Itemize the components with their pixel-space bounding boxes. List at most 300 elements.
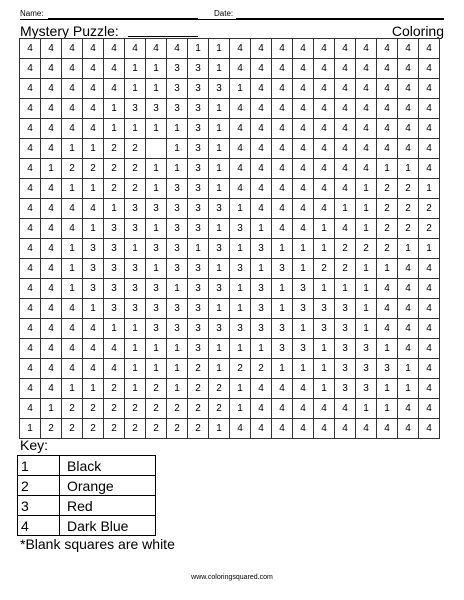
grid-cell: 4	[20, 319, 41, 339]
grid-cell: 4	[62, 299, 83, 319]
grid-cell: 4	[62, 359, 83, 379]
grid-cell: 1	[125, 359, 146, 379]
grid-cell: 4	[398, 399, 419, 419]
grid-cell: 2	[188, 419, 209, 439]
grid-cell: 4	[104, 359, 125, 379]
grid-cell: 1	[314, 239, 335, 259]
grid-cell: 4	[272, 219, 293, 239]
grid-row	[20, 159, 440, 179]
grid-cell: 1	[356, 399, 377, 419]
grid-row	[20, 319, 440, 339]
grid-cell: 4	[230, 419, 251, 439]
grid-cell: 4	[20, 359, 41, 379]
grid-cell: 4	[41, 299, 62, 319]
grid-cell: 1	[419, 179, 440, 199]
grid-cell: 4	[293, 379, 314, 399]
grid-cell: 4	[272, 39, 293, 59]
grid-cell: 4	[104, 59, 125, 79]
grid-cell: 3	[293, 299, 314, 319]
grid-cell: 3	[146, 319, 167, 339]
grid-cell: 2	[83, 399, 104, 419]
grid-cell: 2	[125, 419, 146, 439]
grid-cell: 1	[125, 319, 146, 339]
blank-note: *Blank squares are white	[20, 536, 175, 552]
grid-cell: 4	[356, 99, 377, 119]
key-row	[18, 496, 156, 516]
grid-cell: 1	[83, 219, 104, 239]
grid-cell: 4	[419, 59, 440, 79]
grid-cell: 3	[335, 319, 356, 339]
puzzle-grid	[19, 38, 440, 439]
grid-cell: 4	[20, 39, 41, 59]
grid-cell: 1	[209, 59, 230, 79]
grid-row	[20, 339, 440, 359]
grid-cell: 1	[293, 319, 314, 339]
grid-cell: 1	[62, 139, 83, 159]
grid-cell: 4	[335, 399, 356, 419]
grid-cell: 2	[62, 159, 83, 179]
grid-cell: 1	[230, 339, 251, 359]
grid-cell: 4	[251, 39, 272, 59]
grid-cell: 4	[62, 219, 83, 239]
grid-cell: 4	[41, 119, 62, 139]
header-rule	[20, 19, 444, 20]
grid-cell: 3	[272, 339, 293, 359]
grid-cell: 4	[41, 39, 62, 59]
grid-cell: 1	[146, 119, 167, 139]
grid-cell: 4	[20, 99, 41, 119]
grid-cell: 4	[356, 419, 377, 439]
grid-cell: 4	[41, 239, 62, 259]
grid-cell: 1	[314, 339, 335, 359]
grid-cell: 4	[20, 179, 41, 199]
grid-cell: 4	[398, 79, 419, 99]
grid-cell: 3	[167, 179, 188, 199]
grid-cell: 4	[62, 319, 83, 339]
grid-cell: 3	[146, 239, 167, 259]
grid-cell: 1	[62, 239, 83, 259]
grid-cell: 1	[419, 239, 440, 259]
grid-cell: 1	[146, 159, 167, 179]
grid-cell: 1	[167, 339, 188, 359]
grid-cell: 3	[293, 339, 314, 359]
grid-cell: 3	[188, 99, 209, 119]
grid-cell: 3	[83, 259, 104, 279]
grid-cell: 1	[209, 259, 230, 279]
grid-cell: 3	[167, 239, 188, 259]
grid-cell: 4	[272, 199, 293, 219]
grid-cell: 1	[251, 219, 272, 239]
grid-cell: 4	[146, 39, 167, 59]
grid-row	[20, 299, 440, 319]
grid-cell: 3	[167, 219, 188, 239]
grid-cell: 4	[251, 399, 272, 419]
grid-cell: 2	[104, 139, 125, 159]
grid-cell: 3	[167, 199, 188, 219]
grid-cell: 4	[377, 419, 398, 439]
grid-cell: 3	[335, 299, 356, 319]
grid-cell: 1	[125, 59, 146, 79]
grid-cell: 3	[230, 259, 251, 279]
grid-cell: 4	[41, 279, 62, 299]
grid-cell: 3	[209, 239, 230, 259]
grid-cell: 2	[209, 379, 230, 399]
grid-cell: 1	[209, 99, 230, 119]
grid-cell: 1	[377, 379, 398, 399]
grid-cell: 3	[356, 359, 377, 379]
puzzle-title: Mystery Puzzle:	[20, 23, 119, 39]
grid-cell: 2	[251, 359, 272, 379]
grid-cell: 4	[20, 159, 41, 179]
grid-cell: 3	[188, 299, 209, 319]
grid-cell: 3	[188, 79, 209, 99]
grid-cell: 4	[335, 159, 356, 179]
grid-cell: 4	[62, 339, 83, 359]
grid-cell: 1	[209, 299, 230, 319]
grid-cell: 1	[356, 199, 377, 219]
grid-cell: 4	[335, 139, 356, 159]
grid-cell: 4	[293, 179, 314, 199]
grid-cell: 4	[398, 419, 419, 439]
grid-cell: 4	[377, 59, 398, 79]
grid-cell: 2	[167, 419, 188, 439]
grid-cell: 1	[398, 359, 419, 379]
grid-cell: 4	[377, 79, 398, 99]
grid-cell: 1	[230, 299, 251, 319]
grid-row	[20, 79, 440, 99]
grid-cell: 3	[209, 319, 230, 339]
grid-cell: 1	[230, 399, 251, 419]
grid-cell: 4	[251, 59, 272, 79]
grid-cell: 4	[272, 139, 293, 159]
grid-cell: 2	[104, 419, 125, 439]
grid-cell: 4	[419, 379, 440, 399]
grid-cell: 2	[356, 239, 377, 259]
grid-cell: 3	[125, 199, 146, 219]
key-color: Red	[60, 496, 156, 516]
grid-cell: 1	[209, 159, 230, 179]
key-number: 2	[18, 476, 60, 496]
grid-cell: 4	[62, 79, 83, 99]
grid-cell: 4	[41, 359, 62, 379]
grid-cell: 4	[419, 399, 440, 419]
grid-cell: 4	[272, 79, 293, 99]
grid-cell: 4	[293, 139, 314, 159]
grid-cell: 2	[398, 179, 419, 199]
grid-cell: 4	[20, 299, 41, 319]
grid-cell: 1	[83, 299, 104, 319]
grid-cell: 4	[335, 119, 356, 139]
grid-cell: 3	[125, 299, 146, 319]
grid-row	[20, 139, 440, 159]
grid-cell: 4	[398, 119, 419, 139]
grid-cell: 4	[419, 79, 440, 99]
grid-cell: 4	[62, 99, 83, 119]
grid-cell: 4	[251, 199, 272, 219]
grid-cell: 4	[167, 39, 188, 59]
grid-cell: 4	[104, 39, 125, 59]
grid-cell: 4	[20, 259, 41, 279]
grid-cell: 1	[41, 159, 62, 179]
grid-cell: 4	[398, 279, 419, 299]
grid-cell: 4	[293, 119, 314, 139]
grid-cell: 4	[293, 399, 314, 419]
grid-cell: 4	[230, 139, 251, 159]
grid-cell: 4	[377, 99, 398, 119]
key-number: 1	[18, 456, 60, 476]
grid-cell: 1	[356, 179, 377, 199]
grid-row	[20, 279, 440, 299]
key-number: 3	[18, 496, 60, 516]
grid-cell: 2	[230, 359, 251, 379]
grid-cell: 4	[314, 179, 335, 199]
grid-cell: 1	[167, 159, 188, 179]
grid-cell: 4	[293, 219, 314, 239]
grid-cell: 2	[125, 179, 146, 199]
grid-cell: 4	[398, 259, 419, 279]
grid-cell: 4	[335, 59, 356, 79]
grid-cell: 3	[188, 159, 209, 179]
grid-cell: 4	[293, 159, 314, 179]
grid-cell: 4	[314, 79, 335, 99]
grid-cell: 1	[209, 219, 230, 239]
grid-cell: 1	[293, 259, 314, 279]
grid-cell: 1	[146, 339, 167, 359]
grid-cell: 4	[398, 319, 419, 339]
grid-cell: 4	[230, 59, 251, 79]
grid-cell: 4	[41, 339, 62, 359]
grid-cell: 2	[83, 419, 104, 439]
grid-cell: 4	[41, 99, 62, 119]
grid-cell: 4	[314, 199, 335, 219]
grid-cell: 4	[272, 399, 293, 419]
grid-cell: 4	[62, 119, 83, 139]
grid-cell: 4	[356, 139, 377, 159]
grid-cell: 4	[230, 39, 251, 59]
grid-cell: 4	[83, 99, 104, 119]
grid-cell: 1	[398, 239, 419, 259]
grid-cell: 1	[167, 139, 188, 159]
grid-cell: 1	[272, 299, 293, 319]
grid-cell: 4	[356, 59, 377, 79]
grid-cell: 4	[41, 379, 62, 399]
grid-cell: 4	[41, 179, 62, 199]
grid-cell: 1	[20, 419, 41, 439]
grid-cell: 1	[230, 199, 251, 219]
grid-cell: 4	[314, 119, 335, 139]
grid-cell: 1	[167, 279, 188, 299]
grid-cell: 4	[419, 299, 440, 319]
grid-cell: 4	[251, 379, 272, 399]
grid-cell: 3	[230, 219, 251, 239]
grid-row	[20, 399, 440, 419]
grid-cell: 1	[209, 419, 230, 439]
grid-cell: 4	[335, 79, 356, 99]
grid-cell: 2	[335, 239, 356, 259]
grid-cell: 4	[83, 199, 104, 219]
grid-cell: 4	[419, 359, 440, 379]
key-row	[18, 476, 156, 496]
grid-cell: 3	[146, 279, 167, 299]
grid-cell: 4	[356, 79, 377, 99]
grid-cell: 1	[125, 239, 146, 259]
grid-cell: 2	[125, 399, 146, 419]
grid-cell: 4	[62, 59, 83, 79]
grid-cell: 4	[251, 99, 272, 119]
grid-cell: 4	[20, 379, 41, 399]
grid-cell: 4	[356, 159, 377, 179]
grid-cell: 2	[104, 399, 125, 419]
grid-cell: 2	[398, 199, 419, 219]
grid-cell: 4	[83, 339, 104, 359]
grid-cell: 4	[293, 59, 314, 79]
grid-cell: 1	[230, 279, 251, 299]
grid-cell: 2	[83, 159, 104, 179]
grid-cell: 4	[314, 59, 335, 79]
grid-cell: 4	[377, 299, 398, 319]
grid-cell: 3	[251, 299, 272, 319]
grid-cell: 4	[398, 299, 419, 319]
grid-cell: 3	[125, 219, 146, 239]
grid-cell: 3	[146, 99, 167, 119]
key-number: 4	[18, 516, 60, 536]
grid-cell: 4	[293, 39, 314, 59]
grid-cell: 3	[251, 239, 272, 259]
grid-cell: 1	[62, 259, 83, 279]
grid-cell: 1	[83, 139, 104, 159]
color-key	[17, 455, 156, 536]
grid-cell: 2	[398, 219, 419, 239]
grid-cell: 4	[230, 119, 251, 139]
grid-cell: 4	[293, 419, 314, 439]
grid-cell: 2	[167, 399, 188, 419]
grid-cell: 4	[251, 159, 272, 179]
grid-cell: 4	[335, 39, 356, 59]
grid-cell: 1	[209, 339, 230, 359]
grid-cell: 1	[125, 379, 146, 399]
grid-cell: 1	[272, 359, 293, 379]
grid-cell: 1	[251, 259, 272, 279]
grid-cell: 3	[188, 139, 209, 159]
key-color: Black	[60, 456, 156, 476]
grid-row	[20, 239, 440, 259]
grid-cell: 4	[398, 99, 419, 119]
grid-cell	[146, 139, 167, 159]
grid-cell: 4	[314, 139, 335, 159]
grid-cell: 1	[125, 79, 146, 99]
grid-cell: 1	[377, 259, 398, 279]
grid-cell: 1	[209, 39, 230, 59]
grid-cell: 2	[146, 379, 167, 399]
grid-cell: 3	[104, 259, 125, 279]
grid-cell: 1	[83, 379, 104, 399]
grid-cell: 1	[377, 339, 398, 359]
grid-cell: 4	[377, 119, 398, 139]
grid-row	[20, 199, 440, 219]
grid-cell: 1	[104, 99, 125, 119]
grid-cell: 4	[62, 199, 83, 219]
grid-cell: 4	[83, 319, 104, 339]
grid-cell: 3	[104, 299, 125, 319]
grid-cell: 3	[335, 359, 356, 379]
grid-cell: 3	[188, 119, 209, 139]
grid-cell: 3	[335, 379, 356, 399]
grid-cell: 4	[356, 119, 377, 139]
grid-cell: 1	[356, 319, 377, 339]
grid-cell: 2	[104, 159, 125, 179]
grid-cell: 4	[335, 419, 356, 439]
grid-cell: 4	[251, 419, 272, 439]
grid-cell: 4	[293, 99, 314, 119]
student-info-bar	[20, 9, 444, 19]
grid-cell: 4	[251, 179, 272, 199]
grid-cell: 1	[377, 159, 398, 179]
grid-cell: 2	[377, 179, 398, 199]
grid-cell: 3	[209, 279, 230, 299]
grid-cell: 3	[272, 259, 293, 279]
grid-cell: 4	[398, 59, 419, 79]
grid-cell: 2	[377, 219, 398, 239]
grid-cell: 2	[104, 179, 125, 199]
grid-cell: 1	[209, 119, 230, 139]
grid-cell: 3	[83, 279, 104, 299]
grid-cell: 4	[20, 119, 41, 139]
key-row	[18, 456, 156, 476]
grid-cell: 1	[293, 239, 314, 259]
grid-cell: 2	[419, 219, 440, 239]
grid-cell: 2	[188, 379, 209, 399]
key-color: Orange	[60, 476, 156, 496]
grid-cell: 4	[83, 39, 104, 59]
grid-cell: 4	[20, 239, 41, 259]
grid-cell: 4	[20, 59, 41, 79]
grid-cell: 4	[20, 79, 41, 99]
grid-cell: 4	[83, 119, 104, 139]
grid-cell: 4	[230, 179, 251, 199]
grid-cell: 1	[251, 339, 272, 359]
grid-cell: 4	[62, 39, 83, 59]
grid-cell: 4	[41, 139, 62, 159]
grid-cell: 3	[251, 279, 272, 299]
grid-cell: 3	[230, 319, 251, 339]
grid-cell: 4	[419, 99, 440, 119]
key-title: Key:	[20, 437, 49, 453]
grid-cell: 1	[314, 379, 335, 399]
grid-cell: 3	[335, 339, 356, 359]
grid-cell: 1	[104, 319, 125, 339]
grid-cell: 1	[356, 259, 377, 279]
grid-cell: 4	[335, 99, 356, 119]
grid-cell: 4	[83, 59, 104, 79]
grid-row	[20, 39, 440, 59]
grid-cell: 1	[356, 279, 377, 299]
grid-row	[20, 179, 440, 199]
grid-row	[20, 119, 440, 139]
grid-cell: 2	[377, 239, 398, 259]
grid-row	[20, 359, 440, 379]
grid-cell: 4	[83, 79, 104, 99]
grid-cell: 1	[356, 219, 377, 239]
grid-cell: 3	[104, 279, 125, 299]
grid-cell: 4	[41, 319, 62, 339]
grid-cell: 4	[104, 339, 125, 359]
grid-cell: 1	[125, 119, 146, 139]
grid-cell: 3	[356, 339, 377, 359]
grid-cell: 4	[335, 179, 356, 199]
grid-cell: 4	[398, 139, 419, 159]
grid-cell: 2	[146, 399, 167, 419]
grid-cell: 4	[104, 79, 125, 99]
